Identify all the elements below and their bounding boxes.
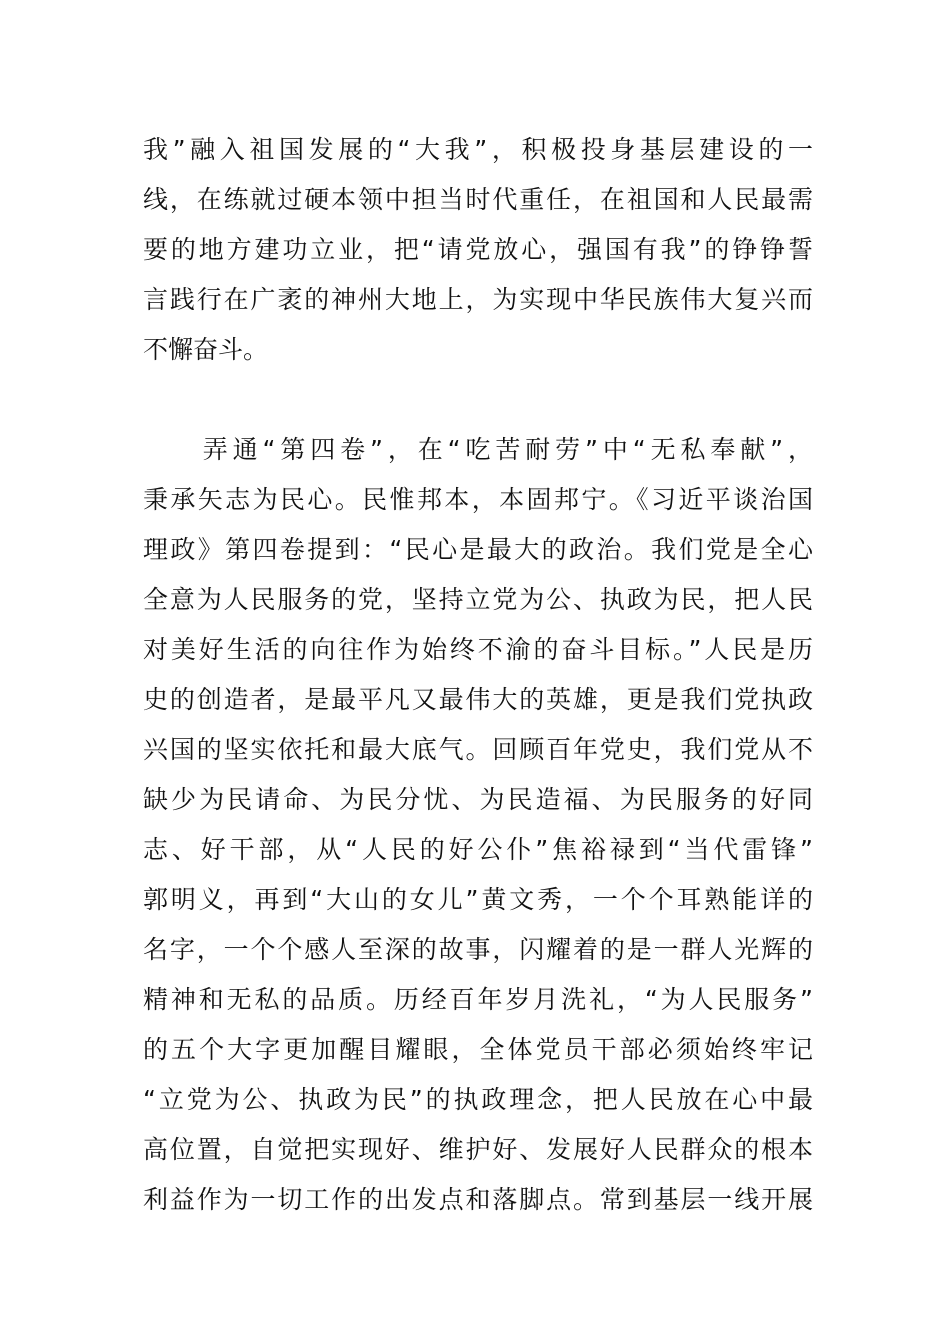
text-line: 史的创造者，是最平凡又最伟大的英雄，更是我们党执政	[143, 685, 813, 714]
text-line: 言践行在广袤的神州大地上，为实现中华民族伟大复兴而	[143, 285, 813, 314]
text-line: 郭明义，再到“大山的女儿”黄文秀，一个个耳熟能详的	[143, 885, 813, 914]
text-line: 缺少为民请命、为民分忧、为民造福、为民服务的好同	[143, 785, 813, 814]
text-line: 志、好干部，从“人民的好公仆”焦裕禄到“当代雷锋”	[143, 835, 813, 864]
paragraph-2	[143, 425, 813, 1225]
text-line: 理政》第四卷提到：“民心是最大的政治。我们党是全心	[143, 535, 813, 564]
text-line: 兴国的坚实依托和最大底气。回顾百年党史，我们党从不	[143, 735, 813, 764]
text-line: 全意为人民服务的党，坚持立党为公、执政为民，把人民	[143, 585, 813, 614]
text-line: 对美好生活的向往作为始终不渝的奋斗目标。”人民是历	[143, 635, 813, 664]
paragraph-1	[143, 125, 813, 375]
text-line: 我”融入祖国发展的“大我”，积极投身基层建设的一	[143, 135, 813, 164]
text-line: 高位置，自觉把实现好、维护好、发展好人民群众的根本	[143, 1135, 813, 1164]
text-line: 精神和无私的品质。历经百年岁月洗礼，“为人民服务”	[143, 985, 813, 1014]
text-line: 线，在练就过硬本领中担当时代重任，在祖国和人民最需	[143, 185, 813, 214]
text-line: 利益作为一切工作的出发点和落脚点。常到基层一线开展	[143, 1185, 813, 1214]
text-line: 弄通“第四卷”，在“吃苦耐劳”中“无私奉献”，	[143, 435, 813, 464]
text-line: 要的地方建功立业，把“请党放心，强国有我”的铮铮誓	[143, 235, 813, 264]
text-line: 秉承矢志为民心。民惟邦本，本固邦宁。《习近平谈治国	[143, 485, 813, 514]
text-line: 的五个大字更加醒目耀眼，全体党员干部必须始终牢记	[143, 1035, 813, 1064]
text-line: 名字，一个个感人至深的故事，闪耀着的是一群人光辉的	[143, 935, 813, 964]
text-line: “立党为公、执政为民”的执政理念，把人民放在心中最	[143, 1085, 813, 1114]
text-line: 不懈奋斗。	[143, 335, 269, 364]
